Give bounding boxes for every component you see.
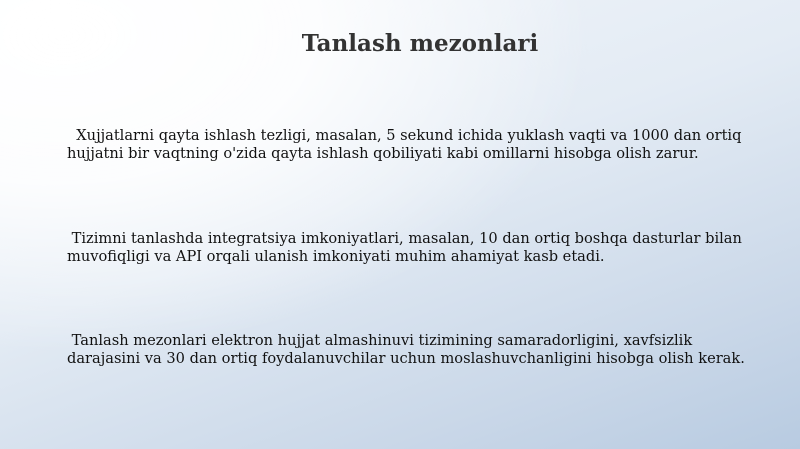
paragraph-selection-criteria: Tanlash mezonlari elektron hujjat almashinuvi tizimining samaradorligini, xavfsizlik darajasini va 30 dan ortiq foydalanuvchilar uchun moslashuvchanligini hisobga olish kerak. [67, 332, 745, 367]
paragraph-processing-speed: Xujjatlarni qayta ishlash tezligi, masalan, 5 sekund ichida yuklash vaqti va 1000 dan ortiq hujjatni bir vaqtning o'zida qayta ishlash qobiliyati kabi omillarni hisobga olish zarur. [67, 127, 747, 162]
slide-title: Tanlash mezonlari [301, 30, 539, 57]
paragraph-integration: Tizimni tanlashda integratsiya imkoniyatlari, masalan, 10 dan ortiq boshqa dasturlar bilan muvofiqligi va API orqali ulanish imkoniyati muhim ahamiyat kasb etadi. [67, 230, 747, 265]
